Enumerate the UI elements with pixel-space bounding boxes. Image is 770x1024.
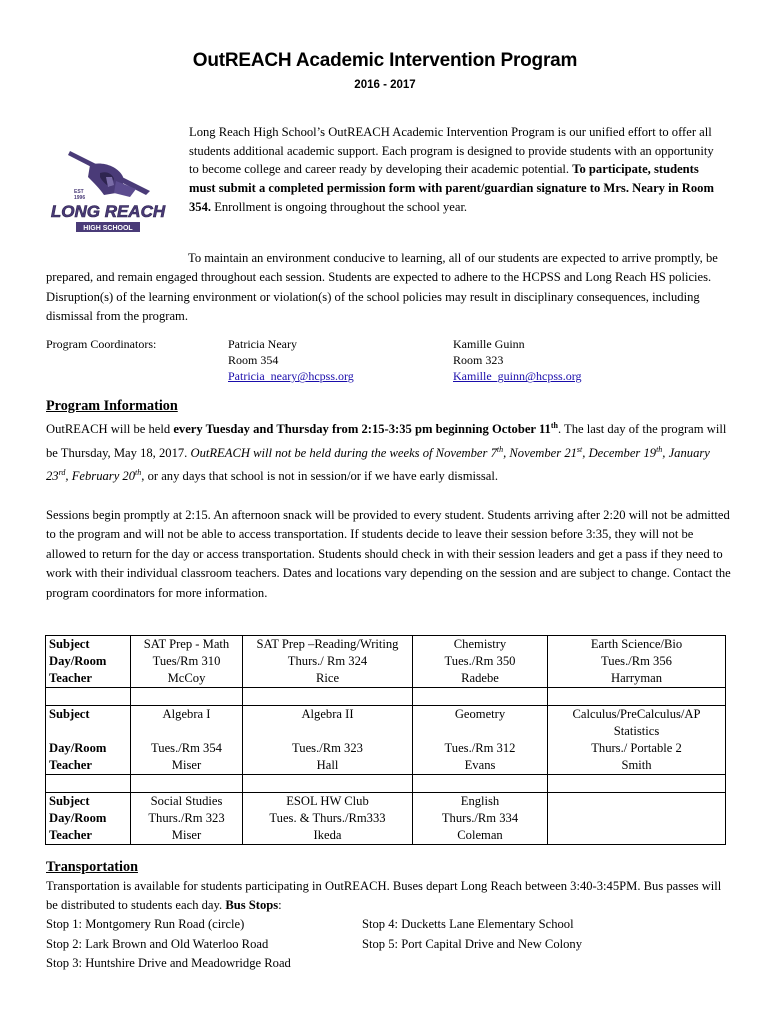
teacher: Coleman <box>457 828 503 842</box>
schedule-cell <box>243 793 413 845</box>
row-labels <box>46 793 131 845</box>
subject: Algebra II <box>301 707 354 721</box>
school-year: 2016 - 2017 <box>354 79 416 91</box>
coordinator-name: Patricia Neary <box>228 337 297 351</box>
superscript: th <box>656 444 663 454</box>
dayroom: Thurs./Rm 334 <box>441 811 519 825</box>
table-row-spacer <box>46 688 726 706</box>
empty-cell <box>131 775 243 793</box>
text-span: , January 23 <box>46 445 710 484</box>
text-span: , or any days that school is not in session/or if we have early dismissal. <box>141 469 499 484</box>
teacher: Rice <box>315 671 340 685</box>
list-item: Stop 3: Huntshire Drive and Meadowridge Road <box>46 956 291 970</box>
list-item: Stop 1: Montgomery Run Road (circle) <box>46 917 245 931</box>
schedule-cell <box>131 706 243 775</box>
schedule-table <box>45 635 726 845</box>
transportation-paragraph <box>46 877 732 916</box>
subject: ESOL HW Club <box>286 794 369 808</box>
intro-bold: To participate, students must submit a completed permission form with parent/guardian signature to Mrs. Neary in Room 354. <box>189 162 714 214</box>
program-info-paragraph-2: Sessions begin promptly at 2:15. An afternoon snack will be provided to every student. Students arriving after 2:20 will not be admitted to the program and will not be able to access transportation. If students decide to leave their session before 3:35, they will not be allowed to return for the day or access transportation. Students should check in with their session leaders and get a pass if they need to work with their individual classroom teachers. Dates and locations vary depending on the session and are subject to change. Contact the program coordinators for more information. <box>46 508 731 600</box>
superscript: th <box>550 421 558 430</box>
text-span: . The last day of the program will be Thursday, May 18, 2017. <box>46 422 727 460</box>
intro-text: Long Reach High School’s OutREACH Academic Intervention Program is our unified effort to offer all students additional academic support. Each program is designed to provide students with an opportunity to become college and career ready by developing their academic potential. <box>189 125 714 177</box>
coordinator-email-link[interactable]: Patricia_neary@hcpss.org <box>228 369 354 384</box>
schedule-cell <box>413 636 548 688</box>
subject: Social Studies <box>150 794 223 808</box>
dayroom: Tues./Rm 354 <box>151 741 222 755</box>
coordinator-1 <box>228 336 354 385</box>
page-title: OutREACH Academic Intervention Program <box>192 50 578 71</box>
row-labels <box>46 636 131 688</box>
subject: Earth Science/Bio <box>590 637 683 651</box>
label-dayroom: Day/Room <box>49 811 107 825</box>
empty-cell <box>548 775 726 793</box>
schedule-cell <box>413 793 548 845</box>
dayroom: Tues./Rm 323 <box>292 741 363 755</box>
label-teacher: Teacher <box>49 758 92 772</box>
label-dayroom: Day/Room <box>49 654 107 668</box>
logo-sub-text: HIGH SCHOOL <box>83 225 133 232</box>
logo-main-text: LONG REACH <box>50 202 166 221</box>
text-span: , February 20 <box>65 469 136 484</box>
schedule-cell <box>131 636 243 688</box>
text-span: , November 21 <box>503 445 577 460</box>
list-item: Stop 2: Lark Brown and Old Waterloo Road <box>46 936 269 951</box>
label-teacher: Teacher <box>49 828 92 842</box>
dayroom: Thurs./Rm 323 <box>148 811 225 825</box>
subject: Algebra I <box>162 707 211 721</box>
schedule-cell <box>243 706 413 775</box>
logo-est: EST <box>74 189 84 195</box>
superscript: th <box>496 444 504 454</box>
teacher: Hall <box>316 758 339 772</box>
superscript: rd <box>58 468 66 478</box>
teacher: Radebe <box>461 671 499 685</box>
subject: English <box>460 794 500 808</box>
long-reach-logo <box>50 143 166 243</box>
teacher: Evans <box>464 758 496 772</box>
logo-year: 1996 <box>74 195 86 201</box>
subject: Calculus/PreCalculus/AP Statistics <box>572 707 701 738</box>
coordinators-label: Program Coordinators: <box>46 337 157 351</box>
teacher: Harryman <box>610 671 663 685</box>
row-labels <box>46 706 131 775</box>
list-item: Stop 5: Port Capital Drive and New Colony <box>362 936 583 951</box>
coordinator-email-link[interactable]: Kamille_guinn@hcpss.org <box>453 369 582 384</box>
teacher: Miser <box>171 758 202 772</box>
subject: Geometry <box>454 707 506 721</box>
transportation-heading: Transportation <box>46 859 138 875</box>
empty-cell <box>46 688 131 706</box>
empty-cell <box>46 775 131 793</box>
empty-cell <box>243 775 413 793</box>
bus-stops-bold: Bus Stops <box>225 898 279 913</box>
label-dayroom: Day/Room <box>49 741 107 755</box>
subject: Chemistry <box>453 637 507 651</box>
empty-cell <box>548 793 726 845</box>
schedule-cell <box>413 706 548 775</box>
subject: SAT Prep - Math <box>143 637 230 651</box>
text-span: , December 19 <box>582 445 657 460</box>
teacher: Ikeda <box>313 828 342 842</box>
text-span: OutREACH will not be held during the weeks of November 7 <box>190 445 497 460</box>
dayroom: Thurs./ Rm 324 <box>287 654 368 668</box>
coordinator-2 <box>453 336 581 385</box>
program-info-paragraph-1 <box>46 416 732 487</box>
intro-tail: Enrollment is ongoing throughout the school year. <box>211 199 468 214</box>
coordinator-room: Room 323 <box>453 353 504 368</box>
schedule-cell <box>548 706 726 775</box>
text-span: : <box>278 898 282 913</box>
dayroom: Tues./Rm 312 <box>444 741 516 755</box>
subject: SAT Prep –Reading/Writing <box>256 637 399 651</box>
table-row <box>46 706 726 775</box>
empty-cell <box>413 688 548 706</box>
coordinator-room: Room 354 <box>228 353 279 368</box>
stops-right-list <box>362 915 582 954</box>
empty-cell <box>413 775 548 793</box>
teacher: Miser <box>171 828 202 842</box>
schedule-cell <box>548 636 726 688</box>
dayroom: Tues./Rm 356 <box>601 654 672 668</box>
dayroom: Tues/Rm 310 <box>152 654 221 668</box>
dayroom: Tues. & Thurs./Rm333 <box>269 811 386 825</box>
schedule-cell <box>243 636 413 688</box>
empty-cell <box>131 688 243 706</box>
superscript: st <box>576 444 583 454</box>
list-item: Stop 4: Ducketts Lane Elementary School <box>362 917 574 931</box>
coordinator-name: Kamille Guinn <box>453 337 525 351</box>
empty-cell <box>548 688 726 706</box>
teacher: Smith <box>621 758 652 772</box>
table-row <box>46 793 726 845</box>
schedule-bold: every Tuesday and Thursday from 2:15-3:35 pm beginning October 11 <box>173 422 551 437</box>
dayroom: Thurs./ Portable 2 <box>591 741 682 755</box>
table-row <box>46 636 726 688</box>
label-subject: Subject <box>49 707 90 721</box>
label-subject: Subject <box>49 637 90 651</box>
table-row-spacer <box>46 775 726 793</box>
label-subject: Subject <box>49 794 90 808</box>
label-teacher: Teacher <box>49 671 92 685</box>
stops-left-list <box>46 915 291 974</box>
text-span: OutREACH will be held <box>46 422 174 437</box>
empty-cell <box>243 688 413 706</box>
expectations-paragraph: To maintain an environment conducive to learning, all of our students are expected to arrive promptly, be prepared, and remain engaged throughout each session. Students are expected to adhere to the HCPSS and Long Reach HS policies. Disruption(s) of the learning environment or violation(s) of the school policies may result in disciplinary consequences, including dismissal from the program. <box>46 251 718 323</box>
intro-paragraph <box>189 123 719 217</box>
superscript: th <box>135 468 142 478</box>
schedule-cell <box>131 793 243 845</box>
text-span: Transportation is available for students participating in OutREACH. Buses depart Long Reach between 3:40-3:45PM. Bus passes will be distributed to students each day. <box>46 879 722 913</box>
program-info-heading: Program Information <box>46 398 178 414</box>
teacher: McCoy <box>167 671 206 685</box>
dayroom: Tues./Rm 350 <box>444 654 516 668</box>
